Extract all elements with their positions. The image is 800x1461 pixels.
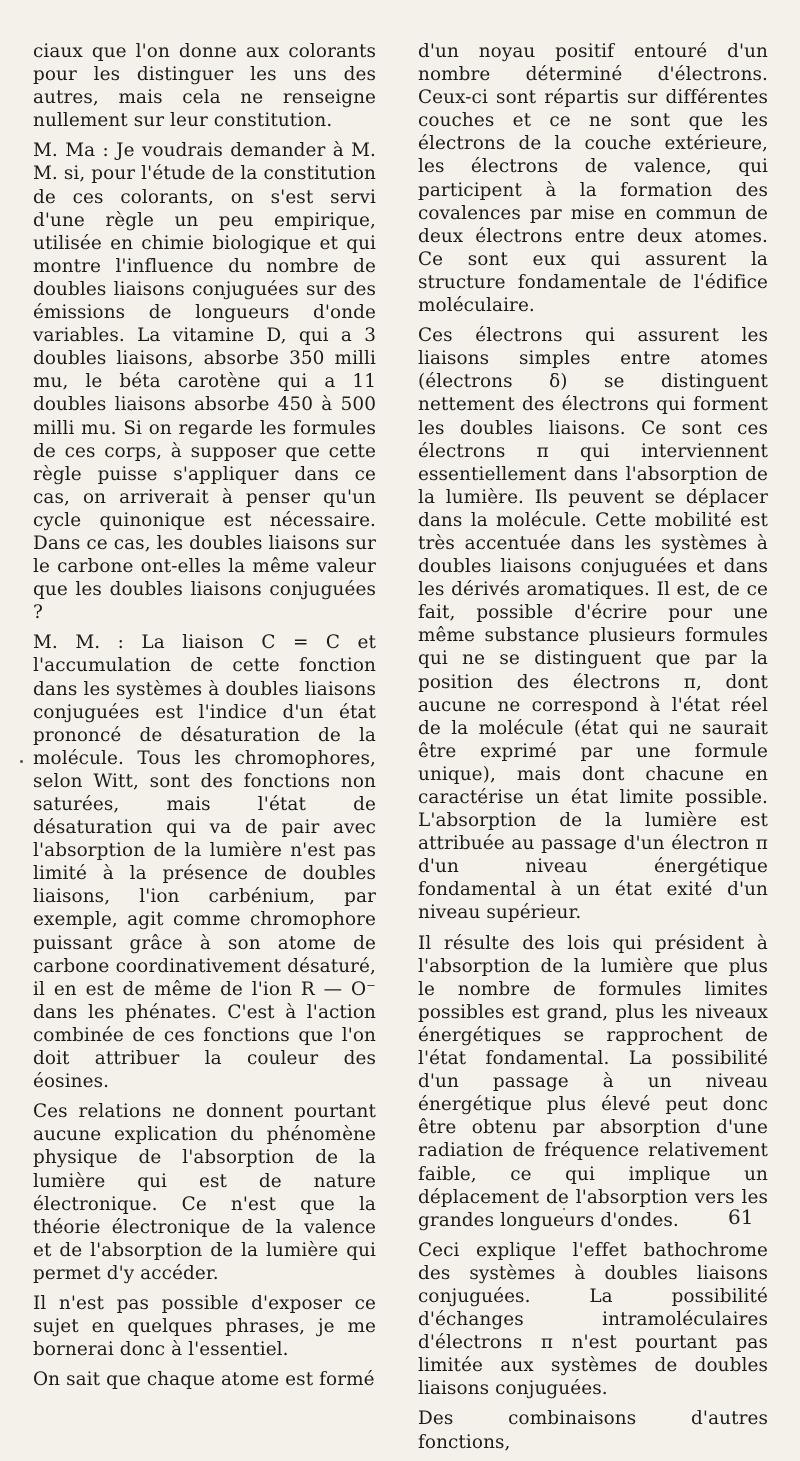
paragraph: Ceci explique l'effet bathochrome des systèmes à doubles liaisons conjuguées. La possibilité d'échanges intramoléculaires d'électrons π n'est pourtant pas limitée aux systèmes de doubles liaisons conjuguées.: [418, 1239, 768, 1400]
page-number: 61: [728, 1205, 754, 1229]
paragraph: Ces relations ne donnent pourtant aucune explication du phénomène physique de l'absorption de la lumière qui est de nature électronique. Ce n'est que la théorie électronique de la valence et de l'absorption de la lumière qui permet d'y accéder.: [33, 1101, 376, 1284]
paragraph: M. M. : La liaison C = C et l'accumulation de cette fonction dans les systèmes à doubles liaisons conjuguées est l'indice d'un état prononcé de désaturation de la molécule. Tous les chromophores, selon Witt, sont des fonctions non saturées, mais l'état de désaturation qui va de pair avec l'absorption de la lumière n'est pas limité à la présence de doubles liaisons, l'ion carbénium, par exemple, agit comme chromophore puissant grâce à son atome de carbone coordinativement désaturé, il en est de même de l'ion R — O⁻ dans les phénates. C'est à l'action combinée de ces fonctions que l'on doit attribuer la couleur des éosines.: [33, 632, 376, 1093]
ink-speck: [563, 1208, 565, 1210]
paragraph: M. Ma : Je voudrais demander à M. M. si, pour l'étude de la constitution de ces colorants, on s'est servi d'une règle un peu empirique, utilisée en chimie biologique et qui montre l'influence du nombre de doubles liaisons conjuguées sur des émissions de longueurs d'onde variables. La vitamine D, qui a 3 doubles liaisons, absorbe 350 milli mu, le béta carotène qui a 11 doubles liaisons absorbe 450 à 500 milli mu. Si on regarde les formules de ces corps, à supposer que cette règle puisse s'appliquer dans ce cas, on arriverait à penser qu'un cycle quinonique est nécessaire. Dans ce cas, les doubles liaisons sur le carbone ont-elles la même valeur que les doubles liaisons conjuguées ?: [33, 140, 376, 624]
right-column: [418, 40, 768, 1461]
paragraph: On sait que chaque atome est formé: [33, 1369, 375, 1391]
paragraph: d'un noyau positif entouré d'un nombre déterminé d'électrons. Ceux-ci sont répartis sur différentes couches et ce ne sont que les électrons de la couche extérieure, les électrons de valence, qui participent à la formation des covalences par mise en commun de deux électrons entre deux atomes. Ce sont eux qui assurent la structure fondamentale de l'édifice moléculaire.: [418, 41, 768, 317]
paragraph: Ces électrons qui assurent les liaisons simples entre atomes (électrons δ) se distinguent nettement des électrons qui forment les doubles liaisons. Ce sont ces électrons π qui interviennent essentiellement dans l'absorption de la lumière. Ils peuvent se déplacer dans la molécule. Cette mobilité est très accentuée dans les systèmes à doubles liaisons conjuguées et dans les dérivés aromatiques. Il est, de ce fait, possible d'écrire pour une même substance plusieurs formules qui ne se distinguent que par la position des électrons π, dont aucune ne correspond à l'état réel de la molécule (état qui ne saurait être exprimé par une formule unique), mais dont chacune en caractérise un état limite possible. L'absorption de la lumière est attribuée au passage d'un électron π d'un niveau énergétique fondamental à un état exité d'un niveau supérieur.: [418, 325, 768, 924]
paragraph: ciaux que l'on donne aux colorants pour les distinguer les uns des autres, mais cela ne renseigne nullement sur leur constitution.: [33, 41, 376, 132]
paragraph: Il n'est pas possible d'exposer ce sujet en quelques phrases, je me bornerai donc à l'essentiel.: [33, 1292, 376, 1361]
paragraph: Il résulte des lois qui président à l'absorption de la lumière que plus le nombre de formules limites possibles est grand, plus les niveaux énergétiques se rapprochent de l'état fondamental. La possibilité d'un passage à un niveau énergétique plus élevé peut donc être obtenu par absorption d'une radiation de fréquence relativement faible, ce qui implique un déplacement de l'absorption vers les grandes longueurs d'ondes.: [418, 932, 768, 1231]
left-column: [33, 40, 376, 1398]
ink-speck: [20, 760, 23, 763]
paragraph: Des combinaisons d'autres fonctions,: [418, 1408, 768, 1453]
